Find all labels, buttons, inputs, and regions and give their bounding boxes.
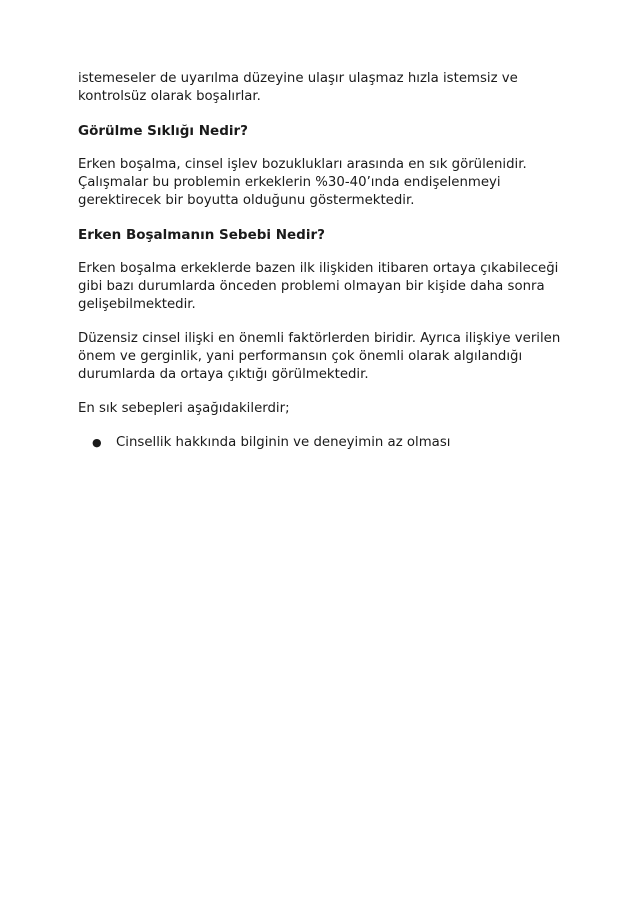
text-line: gelişebilmektedir.	[78, 297, 196, 312]
text-line: gerektirecek bir boyutta olduğunu göstermektedir.	[78, 193, 415, 208]
bullet-icon: ●	[92, 436, 102, 449]
text-line: Erken boşalma erkeklerde bazen ilk ilişkiden itibaren ortaya çıkabileceği	[78, 261, 559, 276]
text-line: Düzensiz cinsel ilişki en önemli faktörlerden biridir. Ayrıca ilişkiye verilen	[78, 331, 561, 346]
causes-intro: En sık sebepleri aşağıdakilerdir;	[78, 401, 290, 416]
causes-paragraph-2	[78, 330, 568, 384]
text-line: önem ve gerginlik, yani performansın çok önemli olarak algılandığı	[78, 349, 523, 364]
section-heading-causes: Erken Boşalmanın Sebebi Nedir?	[78, 227, 325, 243]
list-item-text: Cinsellik hakkında bilginin ve deneyimin az olması	[116, 435, 451, 450]
text-line: Çalışmalar bu problemin erkeklerin %30-40’ında endişelenmeyi	[78, 175, 501, 190]
text-line: Erken boşalma, cinsel işlev bozuklukları arasında en sık görülenidir.	[78, 157, 527, 172]
frequency-paragraph	[78, 156, 568, 210]
text-line: istemeseler de uyarılma düzeyine ulaşır ulaşmaz hızla istemsiz ve	[78, 71, 518, 86]
intro-paragraph	[78, 70, 568, 106]
document-content	[78, 70, 568, 452]
list-item	[78, 434, 568, 452]
causes-list	[78, 434, 568, 452]
causes-paragraph-1	[78, 260, 568, 314]
section-heading-frequency: Görülme Sıklığı Nedir?	[78, 123, 248, 139]
text-line: kontrolsüz olarak boşalırlar.	[78, 89, 261, 104]
text-line: durumlarda da ortaya çıktığı görülmektedir.	[78, 367, 369, 382]
text-line: gibi bazı durumlarda önceden problemi olmayan bir kişide daha sonra	[78, 279, 545, 294]
